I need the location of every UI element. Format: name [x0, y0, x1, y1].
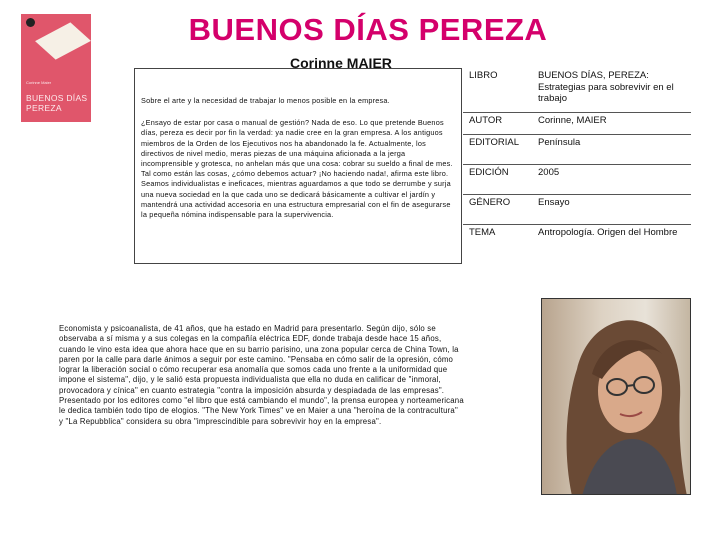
info-value: Ensayo	[530, 194, 691, 224]
info-key: LIBRO	[469, 70, 498, 81]
info-key: AUTOR	[463, 112, 530, 134]
summary-subtitle: Sobre el arte y la necesidad de trabajar lo menos posible en la empresa.	[141, 96, 390, 105]
info-value: 2005	[530, 164, 691, 194]
info-value: BUENOS DÍAS, PEREZA: Estrategias para sobrevivir en el trabajo	[538, 70, 674, 104]
cover-author: Corinne Maier	[26, 80, 52, 85]
info-row	[463, 112, 691, 134]
author-photo	[541, 298, 691, 495]
info-key: EDITORIAL	[463, 134, 530, 164]
author-name: Corinne MAIER	[290, 55, 392, 71]
info-value: Antropología. Origen del Hombre	[530, 224, 691, 254]
author-portrait-illustration	[542, 299, 691, 495]
author-bio: Economista y psicoanalista, de 41 años, que ha estado en Madrid para presentarlo. Según dijo, sólo se observaba a sí misma y a sus colegas en la compañía eléctrica EDF, donde trabaja desde hace 15 años, cuando le vino esta idea que ahora hace que en su barrio parisino, una zona popular cerca de China Town, la paren por la calle para darle ánimos a seguir por este camino. "Pensaba en cómo salir de la opresión, cómo lograr la liberación social o cómo recuperar esa anomalía que somos cada uno frente a la uniformidad que impone el sistema", dijo, y le salió esta propuesta individualista que ella no duda en calificar de "inmoral, provocadora y cínica" en cuanto estrategia "contra la imposición absurda y despiadada de las empresas". Presentado por los editores como "el libro que está cambiando el mundo", la prensa europea y norteamericana le dedica también todo tipo de elogios. "The New York Times" ve en Maier a una "heroína de la contracultura" y "La Repubblica" considera su obra "imprescindible para sobrevivir hoy en la empresa".	[59, 324, 464, 426]
info-key: GÉNERO	[463, 194, 530, 224]
info-value: Corinne, MAIER	[530, 112, 691, 134]
info-row	[463, 68, 691, 112]
info-key: TEMA	[463, 224, 530, 254]
summary-body: ¿Ensayo de estar por casa o manual de gestión? Nada de eso. Lo que pretende Buenos días, pereza es decir por fin la verdad: ya nadie cree en la gran empresa. A los antiguos miembros de la Orden de los Ejecutivos nos ha abandonado la fe. Actualmente, los directivos de nivel medio, meras piezas de una máquina aficionada a la jerga incomprensible y grotesca, no anhelan más que una cosa: cobrar su sueldo a final de mes. Tal como están las cosas, ¿cómo debemos actuar? ¡No haciendo nada!, afirma este libro. Seamos individualistas e ineficaces, mientras aguardamos a que todo se derrumbe y surja una nueva sociedad en la que cada uno se dedicará básicamente a cultivar el jardín y mantendrá una actividad accesoria en una estructura empresarial con el fin de asegurarse la pequeña nómina indispensable para la supervivencia.	[141, 118, 453, 220]
info-row	[463, 164, 691, 194]
summary-box	[134, 68, 462, 264]
info-row	[463, 134, 691, 164]
cover-title: BUENOS DÍAS PEREZA	[26, 93, 88, 113]
info-row	[463, 194, 691, 224]
info-key: EDICIÓN	[463, 164, 530, 194]
book-info-table	[463, 68, 691, 254]
page-title: BUENOS DÍAS PEREZA	[188, 12, 548, 47]
info-value: Península	[530, 134, 691, 164]
info-row	[463, 224, 691, 254]
